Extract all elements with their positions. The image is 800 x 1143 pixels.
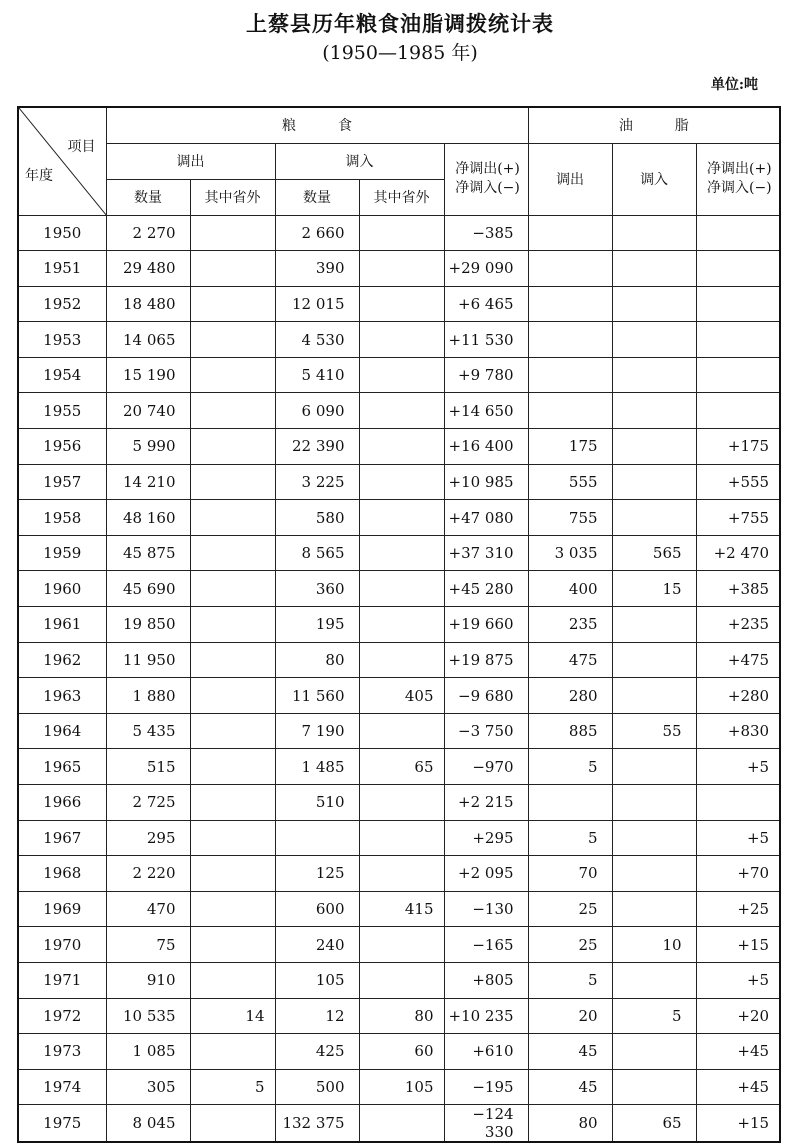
grain-out-cell: 910 (106, 962, 190, 998)
grain-out-province-cell (190, 642, 275, 678)
table-row (18, 998, 780, 1034)
table-row (18, 322, 780, 358)
oil-net-cell: +70 (696, 856, 780, 892)
year-cell: 1957 (18, 464, 106, 500)
grain-in-cell: 22 390 (275, 429, 359, 465)
table-row (18, 856, 780, 892)
oil-in-cell (612, 500, 696, 536)
unit-label: 单位:吨 (710, 77, 758, 93)
year-cell: 1950 (18, 215, 106, 251)
grain-in-province-cell (359, 607, 444, 643)
grain-out-cell: 295 (106, 820, 190, 856)
grain-net-cell: +9 780 (444, 357, 528, 393)
grain-out-cell: 1 085 (106, 1034, 190, 1070)
grain-out-cell: 11 950 (106, 642, 190, 678)
oil-net-cell: +5 (696, 962, 780, 998)
grain-in-province-cell (359, 927, 444, 963)
grain-net-cell: +29 090 (444, 251, 528, 287)
grain-out-province-cell (190, 891, 275, 927)
oil-net-cell (696, 286, 780, 322)
grain-in-province-cell (359, 713, 444, 749)
oil-out-cell (528, 286, 612, 322)
grain-in-province-cell (359, 286, 444, 322)
grain-out-province-cell (190, 571, 275, 607)
table-row (18, 678, 780, 714)
grain-net-cell: +295 (444, 820, 528, 856)
grain-net-cell: +19 660 (444, 607, 528, 643)
oil-net-cell: +2 470 (696, 535, 780, 571)
grain-in-province-cell (359, 820, 444, 856)
grain-in-cell: 6 090 (275, 393, 359, 429)
oil-out-cell (528, 251, 612, 287)
oil-net-cell: +20 (696, 998, 780, 1034)
grain-in-cell: 425 (275, 1034, 359, 1070)
table-row (18, 785, 780, 821)
grain-in-cell: 132 375 (275, 1105, 359, 1143)
oil-in-cell (612, 1069, 696, 1105)
table-row (18, 927, 780, 963)
grain-net-cell: +19 875 (444, 642, 528, 678)
grain-net-cell: +10 985 (444, 464, 528, 500)
grain-net-line1: 净调出(+) (455, 161, 520, 177)
table-row (18, 571, 780, 607)
grain-in-cell: 7 190 (275, 713, 359, 749)
year-cell: 1971 (18, 962, 106, 998)
grain-in-province-cell (359, 393, 444, 429)
grain-out-province-cell (190, 500, 275, 536)
oil-net-cell (696, 393, 780, 429)
oil-in-cell (612, 856, 696, 892)
grain-in-province-cell (359, 535, 444, 571)
oil-out-header: 调出 (528, 143, 612, 215)
oil-out-cell: 280 (528, 678, 612, 714)
oil-net-cell: +830 (696, 713, 780, 749)
grain-net-cell: +37 310 (444, 535, 528, 571)
grain-in-cell: 600 (275, 891, 359, 927)
grain-out-province-cell: 5 (190, 1069, 275, 1105)
oil-in-header: 调入 (612, 143, 696, 215)
grain-out-province-cell (190, 607, 275, 643)
grain-in-cell: 500 (275, 1069, 359, 1105)
grain-in-cell: 5 410 (275, 357, 359, 393)
year-cell: 1951 (18, 251, 106, 287)
grain-in-cell (275, 820, 359, 856)
grain-out-province-cell (190, 464, 275, 500)
grain-net-header (444, 143, 528, 215)
oil-out-cell (528, 785, 612, 821)
grain-net-line2: 净调入(−) (455, 180, 520, 196)
grain-net-cell: −9 680 (444, 678, 528, 714)
grain-net-cell: −3 750 (444, 713, 528, 749)
grain-in-province-cell (359, 464, 444, 500)
year-cell: 1970 (18, 927, 106, 963)
oil-in-cell (612, 286, 696, 322)
grain-in-province-cell: 65 (359, 749, 444, 785)
oil-net-cell: +45 (696, 1069, 780, 1105)
oil-in-cell (612, 357, 696, 393)
grain-out-province-cell (190, 1034, 275, 1070)
oil-net-header (696, 143, 780, 215)
grain-out-cell: 5 435 (106, 713, 190, 749)
grain-in-cell: 80 (275, 642, 359, 678)
table-row (18, 1034, 780, 1070)
grain-in-cell: 4 530 (275, 322, 359, 358)
grain-in-cell: 105 (275, 962, 359, 998)
oil-out-cell: 45 (528, 1034, 612, 1070)
grain-in-cell: 11 560 (275, 678, 359, 714)
year-cell: 1964 (18, 713, 106, 749)
grain-out-header: 调出 (106, 143, 275, 179)
grain-in-cell: 240 (275, 927, 359, 963)
oil-in-cell (612, 820, 696, 856)
oil-in-cell (612, 891, 696, 927)
grain-out-cell: 19 850 (106, 607, 190, 643)
grain-in-province-cell (359, 856, 444, 892)
grain-in-province-cell: 60 (359, 1034, 444, 1070)
grain-net-cell: −124 330 (444, 1105, 528, 1143)
year-cell: 1952 (18, 286, 106, 322)
grain-out-province-cell (190, 251, 275, 287)
year-cell: 1956 (18, 429, 106, 465)
grain-in-province-cell: 105 (359, 1069, 444, 1105)
grain-out-cell: 2 270 (106, 215, 190, 251)
year-cell: 1963 (18, 678, 106, 714)
grain-net-cell: −130 (444, 891, 528, 927)
grain-out-province-cell (190, 429, 275, 465)
grain-in-cell: 8 565 (275, 535, 359, 571)
grain-out-cell: 515 (106, 749, 190, 785)
grain-in-province-cell (359, 322, 444, 358)
grain-out-cell: 10 535 (106, 998, 190, 1034)
table-row (18, 535, 780, 571)
oil-out-cell: 885 (528, 713, 612, 749)
grain-out-cell: 305 (106, 1069, 190, 1105)
grain-out-qty-header: 数量 (106, 179, 190, 215)
oil-net-cell: +555 (696, 464, 780, 500)
grain-in-province-cell (359, 642, 444, 678)
oil-out-cell (528, 393, 612, 429)
oil-out-cell (528, 357, 612, 393)
grain-net-cell: +2 215 (444, 785, 528, 821)
table-row (18, 393, 780, 429)
grain-in-cell: 195 (275, 607, 359, 643)
table-row (18, 820, 780, 856)
oil-out-cell: 5 (528, 749, 612, 785)
oil-out-cell: 555 (528, 464, 612, 500)
oil-in-cell (612, 749, 696, 785)
grain-out-cell: 14 065 (106, 322, 190, 358)
grain-out-province-cell (190, 785, 275, 821)
table-row (18, 429, 780, 465)
grain-out-province-cell (190, 749, 275, 785)
table-row (18, 607, 780, 643)
grain-out-province-cell (190, 962, 275, 998)
page-subtitle: (1950—1985 年) (322, 42, 478, 64)
grain-out-province-cell (190, 535, 275, 571)
page-title: 上蔡县历年粮食油脂调拨统计表 (246, 11, 554, 36)
oil-out-cell: 20 (528, 998, 612, 1034)
oil-net-cell: +755 (696, 500, 780, 536)
grain-out-province-cell (190, 820, 275, 856)
grain-in-province-cell (359, 500, 444, 536)
oil-out-cell: 175 (528, 429, 612, 465)
table-row (18, 251, 780, 287)
grain-net-cell: −165 (444, 927, 528, 963)
grain-in-cell: 1 485 (275, 749, 359, 785)
oil-out-cell: 755 (528, 500, 612, 536)
oil-out-cell: 5 (528, 962, 612, 998)
oil-in-cell: 10 (612, 927, 696, 963)
year-cell: 1959 (18, 535, 106, 571)
year-cell: 1975 (18, 1105, 106, 1143)
grain-out-cell: 15 190 (106, 357, 190, 393)
grain-net-cell: +805 (444, 962, 528, 998)
grain-net-cell: +16 400 (444, 429, 528, 465)
oil-net-cell: +280 (696, 678, 780, 714)
year-cell: 1965 (18, 749, 106, 785)
year-cell: 1973 (18, 1034, 106, 1070)
oil-in-cell (612, 607, 696, 643)
grain-in-province-cell: 405 (359, 678, 444, 714)
grain-out-cell: 470 (106, 891, 190, 927)
table-row (18, 215, 780, 251)
grain-net-cell: −195 (444, 1069, 528, 1105)
corner-item-label: 项目 (67, 139, 96, 155)
oil-in-cell: 65 (612, 1105, 696, 1143)
diagonal-line (19, 108, 107, 216)
grain-in-cell: 2 660 (275, 215, 359, 251)
grain-net-cell: +11 530 (444, 322, 528, 358)
year-cell: 1968 (18, 856, 106, 892)
table-row (18, 500, 780, 536)
grain-net-cell: +2 095 (444, 856, 528, 892)
grain-out-cell: 18 480 (106, 286, 190, 322)
grain-out-province-cell (190, 856, 275, 892)
oil-net-line1: 净调出(+) (706, 161, 772, 177)
corner-year-label: 年度 (25, 167, 53, 184)
oil-in-cell (612, 642, 696, 678)
grain-out-province-cell (190, 393, 275, 429)
grain-in-cell: 125 (275, 856, 359, 892)
oil-net-cell: +45 (696, 1034, 780, 1070)
oil-in-cell (612, 464, 696, 500)
grain-out-province-cell (190, 357, 275, 393)
grain-out-province-cell (190, 678, 275, 714)
grain-out-cell: 45 690 (106, 571, 190, 607)
grain-in-province-cell (359, 785, 444, 821)
grain-net-cell: +45 280 (444, 571, 528, 607)
grain-out-cell: 1 880 (106, 678, 190, 714)
grain-in-province-cell: 415 (359, 891, 444, 927)
grain-out-province-cell: 14 (190, 998, 275, 1034)
grain-in-cell: 12 (275, 998, 359, 1034)
grain-out-cell: 5 990 (106, 429, 190, 465)
oil-net-cell (696, 357, 780, 393)
year-cell: 1954 (18, 357, 106, 393)
oil-out-cell: 25 (528, 927, 612, 963)
year-cell: 1962 (18, 642, 106, 678)
oil-out-cell: 3 035 (528, 535, 612, 571)
year-cell: 1974 (18, 1069, 106, 1105)
grain-out-province-cell (190, 713, 275, 749)
year-cell: 1972 (18, 998, 106, 1034)
oil-net-cell: +25 (696, 891, 780, 927)
oil-in-cell (612, 215, 696, 251)
grain-in-cell: 510 (275, 785, 359, 821)
oil-net-cell: +475 (696, 642, 780, 678)
grain-out-province-cell (190, 322, 275, 358)
grain-in-qty-header: 数量 (275, 179, 359, 215)
oil-in-cell (612, 1034, 696, 1070)
year-cell: 1969 (18, 891, 106, 927)
grain-in-cell: 3 225 (275, 464, 359, 500)
grain-in-province-cell (359, 962, 444, 998)
grain-header: 粮 食 (106, 107, 528, 143)
year-cell: 1958 (18, 500, 106, 536)
oil-in-cell: 565 (612, 535, 696, 571)
grain-net-cell: +10 235 (444, 998, 528, 1034)
grain-net-cell: −970 (444, 749, 528, 785)
table-body (18, 215, 780, 1142)
grain-in-cell: 12 015 (275, 286, 359, 322)
table-row (18, 1069, 780, 1105)
grain-out-province-cell (190, 215, 275, 251)
oil-net-cell: +15 (696, 1105, 780, 1143)
grain-out-cell: 45 875 (106, 535, 190, 571)
oil-in-cell: 5 (612, 998, 696, 1034)
grain-in-cell: 580 (275, 500, 359, 536)
grain-net-cell: −385 (444, 215, 528, 251)
oil-in-cell (612, 962, 696, 998)
oil-out-cell: 5 (528, 820, 612, 856)
grain-out-cell: 29 480 (106, 251, 190, 287)
grain-out-cell: 48 160 (106, 500, 190, 536)
grain-out-province-cell (190, 286, 275, 322)
table-row (18, 286, 780, 322)
year-cell: 1961 (18, 607, 106, 643)
grain-in-province-header: 其中省外 (359, 179, 444, 215)
grain-out-province-cell (190, 1105, 275, 1143)
oil-net-cell: +175 (696, 429, 780, 465)
grain-net-cell: +14 650 (444, 393, 528, 429)
oil-in-cell: 15 (612, 571, 696, 607)
grain-in-cell: 360 (275, 571, 359, 607)
grain-in-header: 调入 (275, 143, 444, 179)
corner-header-cell (18, 107, 106, 215)
grain-net-cell: +6 465 (444, 286, 528, 322)
grain-in-province-cell (359, 357, 444, 393)
table-row (18, 357, 780, 393)
oil-net-line2: 净调入(−) (706, 180, 772, 196)
oil-header: 油 脂 (528, 107, 780, 143)
grain-net-cell: +610 (444, 1034, 528, 1070)
grain-out-cell: 75 (106, 927, 190, 963)
table-row (18, 891, 780, 927)
oil-in-cell (612, 785, 696, 821)
table-row (18, 962, 780, 998)
oil-net-cell: +15 (696, 927, 780, 963)
oil-out-cell (528, 322, 612, 358)
oil-net-cell: +235 (696, 607, 780, 643)
oil-in-cell (612, 429, 696, 465)
grain-out-province-header: 其中省外 (190, 179, 275, 215)
year-cell: 1953 (18, 322, 106, 358)
oil-out-cell: 400 (528, 571, 612, 607)
grain-net-cell: +47 080 (444, 500, 528, 536)
year-cell: 1966 (18, 785, 106, 821)
grain-in-province-cell (359, 1105, 444, 1143)
grain-in-province-cell (359, 571, 444, 607)
grain-in-province-cell (359, 429, 444, 465)
year-cell: 1960 (18, 571, 106, 607)
table-row (18, 464, 780, 500)
table-row (18, 642, 780, 678)
grain-out-cell: 8 045 (106, 1105, 190, 1143)
oil-out-cell: 25 (528, 891, 612, 927)
oil-in-cell (612, 322, 696, 358)
oil-net-cell: +5 (696, 820, 780, 856)
oil-net-cell (696, 785, 780, 821)
oil-net-cell: +5 (696, 749, 780, 785)
year-cell: 1955 (18, 393, 106, 429)
oil-in-cell (612, 678, 696, 714)
grain-oil-table (17, 106, 781, 1143)
oil-out-cell (528, 215, 612, 251)
table-row (18, 749, 780, 785)
oil-out-cell: 45 (528, 1069, 612, 1105)
oil-out-cell: 70 (528, 856, 612, 892)
grain-out-cell: 2 725 (106, 785, 190, 821)
oil-net-cell (696, 251, 780, 287)
oil-in-cell (612, 393, 696, 429)
grain-out-cell: 14 210 (106, 464, 190, 500)
oil-out-cell: 235 (528, 607, 612, 643)
grain-out-province-cell (190, 927, 275, 963)
grain-in-cell: 390 (275, 251, 359, 287)
year-cell: 1967 (18, 820, 106, 856)
oil-net-cell: +385 (696, 571, 780, 607)
grain-in-province-cell: 80 (359, 998, 444, 1034)
oil-net-cell (696, 322, 780, 358)
grain-out-cell: 2 220 (106, 856, 190, 892)
oil-in-cell: 55 (612, 713, 696, 749)
table-row (18, 713, 780, 749)
grain-out-cell: 20 740 (106, 393, 190, 429)
oil-in-cell (612, 251, 696, 287)
oil-out-cell: 475 (528, 642, 612, 678)
grain-in-province-cell (359, 251, 444, 287)
oil-net-cell (696, 215, 780, 251)
table-row (18, 1105, 780, 1143)
grain-in-province-cell (359, 215, 444, 251)
oil-out-cell: 80 (528, 1105, 612, 1143)
